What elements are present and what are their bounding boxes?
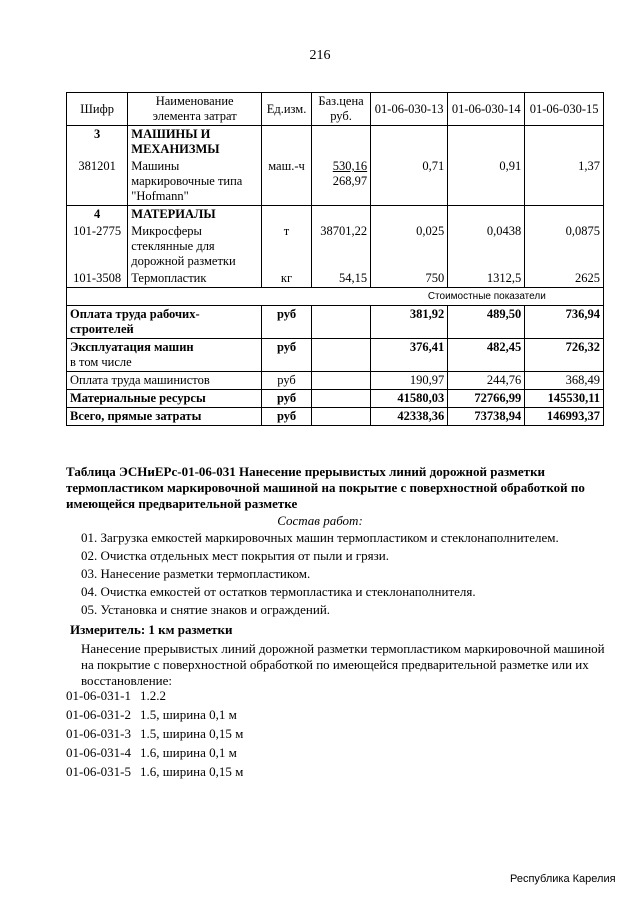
composition-heading: Состав работ: — [277, 513, 363, 528]
row-code: 101-3508 — [67, 270, 128, 288]
work-item: 05. Установка и снятие знаков и ограждений. — [81, 602, 331, 617]
row-price: 54,15 — [311, 270, 370, 288]
row-value: 0,025 — [371, 223, 448, 270]
price-value: 268,97 — [332, 174, 368, 188]
total-value: 145530,11 — [525, 390, 604, 408]
header-name: Наименование элемента затрат — [128, 93, 262, 126]
section-number: 4 — [67, 206, 128, 224]
row-price — [311, 158, 370, 206]
row-code: 381201 — [67, 158, 128, 206]
total-value: 736,94 — [525, 306, 604, 339]
row-code: 101-2775 — [67, 223, 128, 270]
total-value: 190,97 — [371, 372, 448, 390]
price-value: 530,16 — [332, 159, 368, 173]
cost-indicators-label: Стоимостные показатели — [371, 288, 604, 306]
row-name: Микросферы стеклянные для дорожной разметки — [128, 223, 262, 270]
cost-indicators-row — [67, 288, 604, 306]
table-row — [67, 306, 604, 339]
row-value: 0,0438 — [448, 223, 525, 270]
total-value: 41580,03 — [371, 390, 448, 408]
table-title: Таблица ЭСНиЕРс-01-06-031 Нанесение прерывистых линий дорожной разметки термопластиком маркировочной машиной на покрытие с поверхностной обработкой по имеющейся предварительной разметке — [66, 464, 585, 511]
code-row: 01-06-031-2 1.5, ширина 0,1 м — [66, 707, 237, 722]
row-value: 1312,5 — [448, 270, 525, 288]
table-row — [67, 158, 604, 206]
row-value: 0,91 — [448, 158, 525, 206]
header-col-14: 01-06-030-14 — [448, 93, 525, 126]
row-name: Термопластик — [128, 270, 262, 288]
section-title: МАШИНЫ И МЕХАНИЗМЫ — [128, 126, 262, 159]
total-value: 72766,99 — [448, 390, 525, 408]
table-row — [67, 408, 604, 426]
table-row — [67, 206, 604, 224]
row-value: 1,37 — [525, 158, 604, 206]
code-row: 01-06-031-1 1.2.2 — [66, 688, 166, 703]
row-price: 38701,22 — [311, 223, 370, 270]
total-value: 489,50 — [448, 306, 525, 339]
row-value: 2625 — [525, 270, 604, 288]
table-row — [67, 270, 604, 288]
code-row: 01-06-031-3 1.5, ширина 0,15 м — [66, 726, 244, 741]
header-base-price: Баз.цена руб. — [311, 93, 370, 126]
total-name: Всего, прямые затраты — [67, 408, 262, 426]
table-row — [67, 372, 604, 390]
total-unit: руб — [262, 339, 312, 372]
header-col-13: 01-06-030-13 — [371, 93, 448, 126]
cost-table — [66, 92, 604, 426]
header-code: Шифр — [67, 93, 128, 126]
work-item: 03. Нанесение разметки термопластиком. — [81, 566, 311, 581]
meter-heading: Измеритель: 1 км разметки — [70, 622, 233, 637]
header-col-15: 01-06-030-15 — [525, 93, 604, 126]
total-unit: руб — [262, 306, 312, 339]
total-value: 244,76 — [448, 372, 525, 390]
work-item: 02. Очистка отдельных мест покрытия от пыли и грязи. — [81, 548, 389, 563]
table-row — [67, 223, 604, 270]
code-row: 01-06-031-5 1.6, ширина 0,15 м — [66, 764, 244, 779]
total-value: 146993,37 — [525, 408, 604, 426]
row-value: 0,71 — [371, 158, 448, 206]
page-number: 216 — [309, 48, 331, 63]
row-unit: т — [262, 223, 312, 270]
total-unit: руб — [262, 372, 312, 390]
row-value: 750 — [371, 270, 448, 288]
header-unit: Ед.изм. — [262, 93, 312, 126]
total-value: 368,49 — [525, 372, 604, 390]
table-row — [67, 126, 604, 159]
total-value: 42338,36 — [371, 408, 448, 426]
footer-region: Республика Карелия — [510, 873, 616, 885]
total-name: Оплата труда машинистов — [67, 372, 262, 390]
row-unit: маш.-ч — [262, 158, 312, 206]
row-value: 0,0875 — [525, 223, 604, 270]
total-value: 376,41 — [371, 339, 448, 372]
code-row: 01-06-031-4 1.6, ширина 0,1 м — [66, 745, 237, 760]
meter-description: Нанесение прерывистых линий дорожной разметки термопластиком маркировочной машиной на покрытие с поверхностной обработкой по имеющейся предварительной разметке или их восстановление: — [81, 641, 605, 688]
total-name: Эксплуатация машин в том числе — [67, 339, 262, 372]
row-name: Машины маркировочные типа "Hofmann" — [128, 158, 262, 206]
total-value: 381,92 — [371, 306, 448, 339]
work-item: 01. Загрузка емкостей маркировочных машин термопластиком и стеклонаполнителем. — [81, 530, 559, 545]
total-unit: руб — [262, 408, 312, 426]
section-title: МАТЕРИАЛЫ — [128, 206, 262, 224]
total-name: Материальные ресурсы — [67, 390, 262, 408]
total-unit: руб — [262, 390, 312, 408]
total-value: 482,45 — [448, 339, 525, 372]
row-unit: кг — [262, 270, 312, 288]
table-row — [67, 339, 604, 372]
total-name: Оплата труда рабочих- строителей — [67, 306, 262, 339]
total-value: 726,32 — [525, 339, 604, 372]
total-value: 73738,94 — [448, 408, 525, 426]
section-number: 3 — [67, 126, 128, 159]
work-item: 04. Очистка емкостей от остатков термопластика и стеклонаполнителя. — [81, 584, 476, 599]
table-header-row — [67, 93, 604, 126]
table-row — [67, 390, 604, 408]
